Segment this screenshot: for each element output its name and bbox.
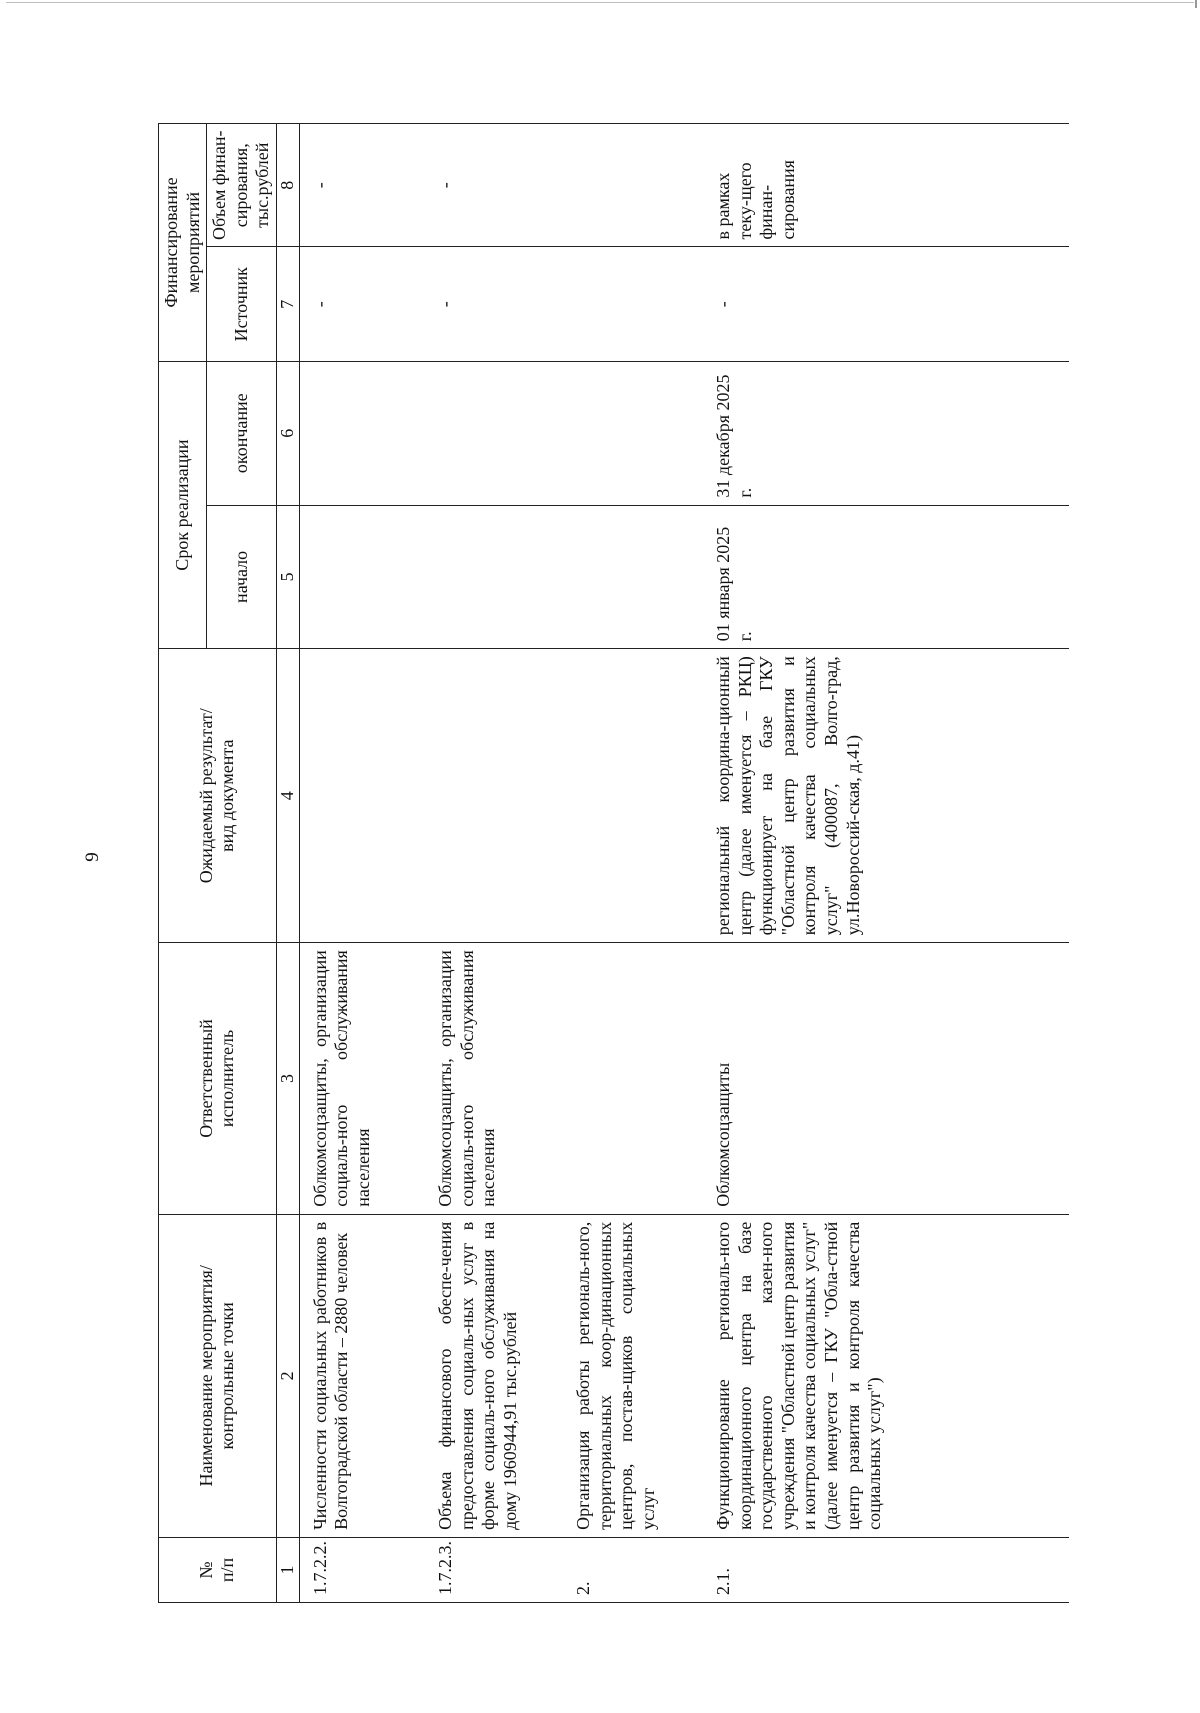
row-responsible: Облкомсоцзащиты, организации социаль-ного обслуживания населения <box>299 943 431 1215</box>
row-end <box>569 361 709 505</box>
row-volume: - <box>431 124 569 247</box>
row-end: 31 декабря 2025 г. <box>709 361 1069 505</box>
column-number: 8 <box>276 124 299 247</box>
column-number-row <box>276 124 299 1603</box>
header-num: № п/п <box>159 1537 277 1602</box>
page-number: 9 <box>82 852 103 862</box>
table-row <box>569 124 709 1603</box>
row-responsible: Облкомсоцзащиты <box>709 943 1069 1215</box>
row-name: Функционирование региональ-ного координационного центра на базе государственного казен-ного учреждения "Областной центр развития и контроля качества социальных услуг" (далее именуется – ГКУ "Обла-стной центр развития и контроля качества социальных услуг") <box>709 1214 1069 1537</box>
row-name: Численности социальных работников в Волгоградской области – 2880 человек <box>299 1214 431 1537</box>
header-finance-source: Источник <box>207 247 277 361</box>
row-result <box>569 649 709 943</box>
row-source: - <box>299 247 431 361</box>
header-finance-group: Финансирование мероприятий <box>159 124 207 362</box>
row-start <box>431 505 569 649</box>
header-term-end: окончание <box>207 361 277 505</box>
row-result <box>431 649 569 943</box>
header-term-start: начало <box>207 505 277 649</box>
row-start: 01 января 2025 г. <box>709 505 1069 649</box>
row-num: 1.7.2.3. <box>431 1537 569 1602</box>
row-volume <box>569 124 709 247</box>
row-end <box>299 361 431 505</box>
header-term-group: Срок реализации <box>159 361 207 648</box>
row-source: - <box>709 247 1069 361</box>
header-row-1 <box>159 124 207 1603</box>
row-source: - <box>431 247 569 361</box>
header-result: Ожидаемый результат/ вид документа <box>159 649 277 943</box>
row-num: 2. <box>569 1537 709 1602</box>
header-responsible: Ответственный исполнитель <box>159 943 277 1215</box>
column-number: 4 <box>276 649 299 943</box>
header-finance-volume: Объем финан- сирования, тыс.рублей <box>207 124 277 247</box>
row-start <box>299 505 431 649</box>
row-name: Объема финансового обеспе-чения предоставления социаль-ных услуг в форме социаль-ного обслуживания на дому 1960944,91 тыс.рублей <box>431 1214 569 1537</box>
table-row <box>709 124 1069 1603</box>
row-result: региональный координа-ционный центр (далее именуется – РКЦ) функционирует на базе ГКУ "Областной центр развития и контроля качества социальных услуг" (400087, Волго-град, ул.Новороссий-ская, д.41) <box>709 649 1069 943</box>
row-source <box>569 247 709 361</box>
column-number: 5 <box>276 505 299 649</box>
row-responsible <box>569 943 709 1215</box>
action-plan-table <box>158 123 1069 1603</box>
column-number: 6 <box>276 361 299 505</box>
row-start <box>569 505 709 649</box>
row-volume: - <box>299 124 431 247</box>
column-number: 7 <box>276 247 299 361</box>
row-end <box>431 361 569 505</box>
row-result <box>299 649 431 943</box>
column-number: 3 <box>276 943 299 1215</box>
header-name: Наименование мероприятия/ контрольные точки <box>159 1214 277 1537</box>
table-row <box>431 124 569 1603</box>
column-number: 1 <box>276 1537 299 1602</box>
table-row <box>299 124 431 1603</box>
row-responsible: Облкомсоцзащиты, организации социаль-ного обслуживания населения <box>431 943 569 1215</box>
row-name: Организация работы региональ-ного, территориальных коор-динационных центров, постав-щиков социальных услуг <box>569 1214 709 1537</box>
column-number: 2 <box>276 1214 299 1537</box>
row-num: 2.1. <box>709 1537 1069 1602</box>
row-volume: в рамках теку-щего финан-сирования <box>709 124 1069 247</box>
row-num: 1.7.2.2. <box>299 1537 431 1602</box>
